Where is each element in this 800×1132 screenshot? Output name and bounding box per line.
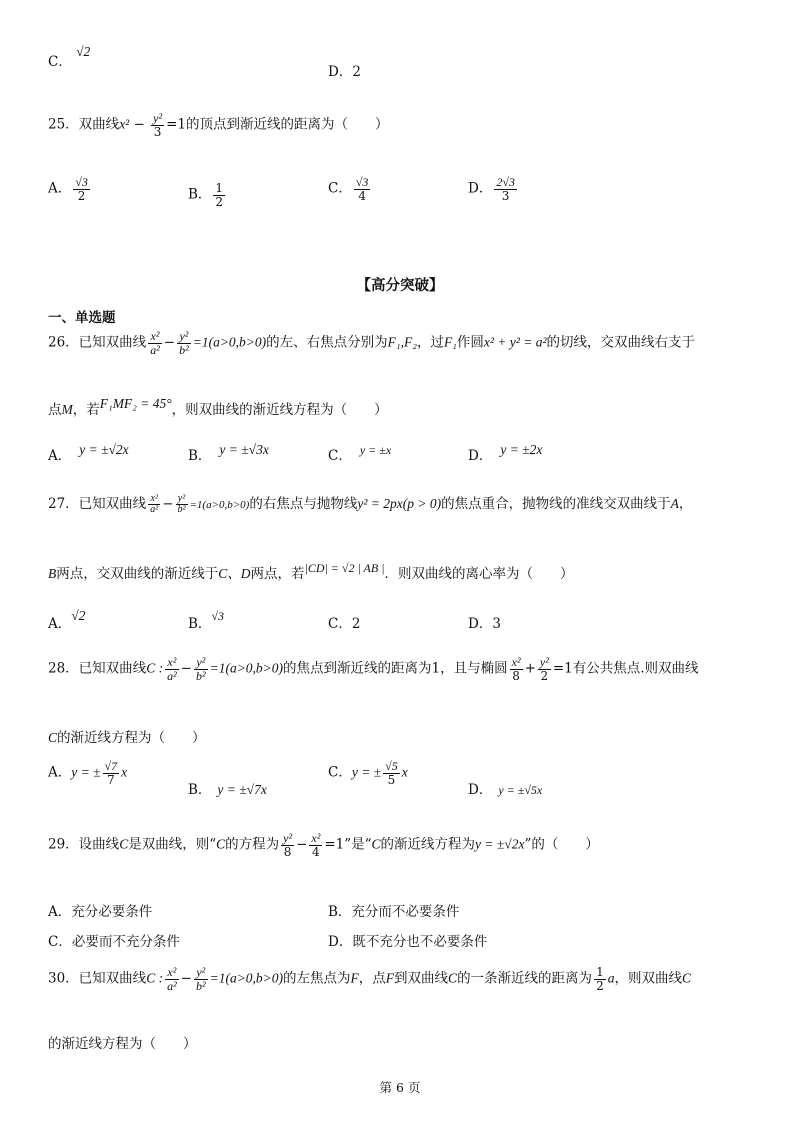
- q26-text-b: 的左、右焦点分别为: [266, 334, 388, 351]
- q30-c3: C: [681, 970, 691, 986]
- q30-a: a: [607, 970, 615, 986]
- q30-c2: C: [448, 970, 458, 986]
- q25-option-b-den: 2: [215, 194, 224, 209]
- q28-text-c: 有公共焦点.则双曲线: [572, 660, 699, 677]
- q30-text-e: 的一条渐近线的距离为: [457, 970, 593, 987]
- q25-number: 25．双曲线: [48, 116, 120, 133]
- q28-option-c-post: x: [401, 764, 408, 780]
- q28-c: C :: [146, 660, 164, 676]
- q25-stem: 25．双曲线x² − $\frac{\text{y²}}{3}$ =1的顶点到渐近线的距离为（ ）: [48, 111, 389, 139]
- q25-option-c: [328, 176, 372, 202]
- q26-x2: x²: [148, 330, 162, 344]
- q26-text-2b: ，若: [72, 402, 100, 418]
- q28-condition: =1(a>0,b>0): [209, 660, 284, 676]
- q26-option-a-label: A．: [48, 448, 72, 464]
- q26-angle: F₁MF₂ = 45°: [99, 396, 172, 411]
- q28-y2: y²: [194, 656, 208, 670]
- q29-asymptote: y = ±√2x: [475, 836, 525, 852]
- q24-option-c-value: √2: [76, 44, 91, 59]
- q25-option-a-num: √3: [75, 175, 88, 189]
- q28-stem-line1: 28．已知双曲线C : $\frac{\text{x²}}{\text{a²}}$ − $\frac{\text{y²}}{\text{b²}}$ =1(a>0,b>0)的焦点到渐近线的距离为1，且与椭圆 $\frac{\text{x²}}{8}$ + $\frac{\text{y²}}{2}$ =1有公共焦点.则双曲线: [48, 655, 699, 683]
- q26-condition: =1(a>0,b>0): [192, 334, 267, 350]
- q28-ellipse-y2: y²: [539, 655, 549, 669]
- q28-option-a-label: A．: [48, 764, 72, 781]
- q27-y2: y²: [176, 494, 188, 506]
- q27-text-2a: 两点，交双曲线的渐近线于: [56, 566, 219, 582]
- q25-option-c-num: √3: [355, 175, 369, 189]
- q29-number: 29．设曲线: [48, 836, 120, 853]
- q26-text-e: 的切线，交双曲线右支于: [546, 334, 695, 351]
- q29-text-b: 是双曲线，则“: [128, 836, 217, 853]
- q27-points-cd: C、D: [218, 566, 251, 581]
- q30-condition: =1(a>0,b>0): [209, 970, 284, 986]
- q27-stem-line2: [48, 562, 574, 582]
- q24-option-c-label: C．: [48, 54, 72, 70]
- q25-option-b-label: B．: [188, 186, 212, 203]
- q29-c3: C: [371, 836, 381, 852]
- q30-half-num: 1: [596, 965, 604, 979]
- q26-point-m: M: [61, 402, 73, 417]
- q25-option-b-num: 1: [215, 181, 224, 195]
- q25-eq-den: 3: [153, 124, 162, 139]
- q25-option-c-label: C．: [328, 180, 352, 197]
- q28-option-d-label: D．: [468, 782, 493, 798]
- q28-stem-line2: [48, 726, 206, 746]
- q25-option-d-num: 2√3: [496, 175, 515, 189]
- q29-y2: y²: [283, 831, 293, 845]
- q27-parabola: y² = 2px(p > 0): [357, 496, 442, 511]
- q27-stem-line1: 27．已知双曲线 $\frac{\text{x²}}{\text{a²}}$ − $\frac{\text{y²}}{\text{b²}}$ =1(a>0,b>0)的右焦点与抛物线y² = 2px(p > 0)的焦点重合，抛物线的准线交双曲线于A，: [48, 492, 693, 515]
- q29-rhs: =1: [324, 836, 345, 853]
- q30-half-den: 2: [596, 978, 604, 993]
- q29-text-f: ”的（ ）: [524, 836, 599, 853]
- q25-option-b: [188, 182, 227, 208]
- q28-option-c: [328, 760, 408, 786]
- q28-option-a-pre: y = ±: [71, 764, 101, 780]
- q25-option-d: [468, 176, 519, 202]
- q30-f: F: [350, 970, 359, 986]
- q27-text-c: 的焦点重合，抛物线的准线交双曲线于: [441, 496, 671, 512]
- q30-text-d: 到双曲线: [394, 970, 449, 987]
- q29-option-c: C．必要而不充分条件: [48, 934, 180, 950]
- page-footer: 第 6 页: [379, 1080, 421, 1095]
- q27-condition: =1(a>0,b>0): [189, 499, 250, 511]
- q25-option-a: [48, 176, 92, 202]
- q25-eq-x2: x²: [119, 116, 130, 132]
- q29-den4: 4: [312, 844, 320, 859]
- q26-text-c: ，过: [416, 334, 444, 351]
- q27-relation: |CD| = √2 | AB |: [304, 561, 385, 575]
- q26-option-d-value: y = ±2x: [500, 442, 543, 457]
- q28-x2: x²: [165, 656, 179, 670]
- q28-option-c-den: 5: [387, 772, 396, 787]
- q28-ellipse-2: 2: [540, 668, 549, 683]
- q30-x2: x²: [165, 966, 179, 980]
- q29-option-a: A．充分必要条件: [48, 904, 153, 920]
- q27-x2: x²: [148, 494, 160, 506]
- q28-text-2: 的渐近线方程为（ ）: [57, 730, 206, 746]
- q28-option-b-value: y = ±√7x: [217, 782, 267, 797]
- q26-number: 26．已知双曲线: [48, 334, 147, 351]
- q27-text-b: 的右焦点与抛物线: [249, 496, 358, 512]
- q27-option-a-label: A．: [48, 616, 72, 632]
- q26-foci: F₁,F₂: [387, 334, 417, 350]
- q27-option-b: [188, 609, 225, 632]
- q24-option-c: [48, 44, 91, 70]
- q27-option-b-value: √3: [211, 609, 225, 623]
- q25-option-d-den: 3: [501, 188, 510, 203]
- q25-tail: 的顶点到渐近线的距离为（ ）: [185, 116, 389, 133]
- q26-option-a: [48, 444, 129, 464]
- q29-den8: 8: [283, 844, 292, 859]
- q24-option-d: D．2: [328, 64, 361, 80]
- q28-option-b: [188, 778, 267, 798]
- q26-option-b-label: B．: [188, 448, 212, 464]
- q27-text-2b: 两点，若: [250, 566, 305, 582]
- q26-option-d: [468, 444, 542, 464]
- q27-point-a: A: [670, 496, 679, 511]
- q25-eq-num: y²: [153, 111, 163, 125]
- q28-option-c-num: √5: [385, 759, 398, 773]
- q28-option-a-den: 7: [106, 772, 115, 787]
- q29-x2: x²: [311, 831, 321, 845]
- q30-a2: a²: [167, 978, 177, 993]
- q28-ellipse-x2: x²: [511, 655, 521, 669]
- q29-text-c: 的方程为: [225, 836, 280, 853]
- q26-y2: y²: [177, 330, 191, 344]
- q30-text-f: ，则双曲线: [614, 970, 682, 987]
- q29-option-b: B．充分而不必要条件: [328, 904, 460, 920]
- q28-number: 28．已知双曲线: [48, 660, 147, 677]
- q25-eq-rhs: =1: [166, 116, 186, 133]
- q25-option-a-den: 2: [77, 188, 86, 203]
- q28-text-b: 的焦点到渐近线的距离为1，且与椭圆: [283, 660, 508, 677]
- q26-b2: b²: [179, 342, 189, 357]
- q30-f2: F: [385, 970, 395, 986]
- q26-option-c-label: C．: [328, 448, 352, 464]
- q29-c: C: [119, 836, 129, 852]
- q28-option-c-pre: y = ±: [351, 764, 382, 780]
- q26-option-c: [328, 444, 391, 464]
- q28-ellipse-rhs: =1: [552, 660, 573, 677]
- q25-option-d-label: D．: [468, 180, 493, 197]
- q28-ellipse-8: 8: [512, 668, 520, 683]
- q26-text-2c: ，则双曲线的渐近线方程为（ ）: [171, 402, 388, 418]
- q27-point-b: B: [48, 566, 57, 581]
- q30-text-c: ，点: [358, 970, 386, 987]
- q30-text-b: 的左焦点为: [283, 970, 351, 987]
- q30-stem-line1: 30．已知双曲线C : $\frac{\text{x²}}{\text{a²}}$ − $\frac{\text{y²}}{\text{b²}}$ =1(a>0,b>0)的左焦点为F，点F到双曲线C的一条渐近线的距离为 $\frac{1}{2}$ a，则双曲线C: [48, 965, 691, 993]
- q29-text-e: 的渐近线方程为: [380, 836, 476, 853]
- q27-text-2c: ．则双曲线的离心率为（ ）: [384, 566, 574, 582]
- q30-number: 30．已知双曲线: [48, 970, 147, 987]
- q29-text-d: ”是“: [344, 836, 372, 853]
- q29-stem: 29．设曲线C是双曲线，则“C的方程为 $\frac{\text{y²}}{8}$ − $\frac{\text{x²}}{4}$ =1”是“C的渐近线方程为y = ±√2x”的（ ）: [48, 831, 599, 859]
- q27-option-c: C．2: [328, 616, 361, 632]
- q26-option-b-value: y = ±√3x: [219, 442, 269, 457]
- q30-b2: b²: [195, 978, 206, 993]
- q27-option-a: [48, 608, 86, 632]
- q26-stem-line2: [48, 398, 388, 418]
- q28-option-d: [468, 778, 542, 798]
- q27-option-b-label: B．: [188, 616, 212, 632]
- q30-stem-line2: 的渐近线方程为（ ）: [48, 1036, 197, 1052]
- q28-option-a: [48, 760, 127, 786]
- q26-option-d-label: D．: [468, 448, 493, 464]
- q30-y2: y²: [194, 966, 208, 980]
- q26-option-a-value: y = ±√2x: [79, 442, 129, 457]
- q28-c2: C: [48, 730, 58, 745]
- q29-c2: C: [216, 836, 226, 852]
- q25-eq-fraction: [151, 112, 164, 138]
- q25-option-a-label: A．: [48, 180, 72, 197]
- q26-option-c-value: y = ±x: [359, 443, 392, 457]
- q26-option-b: [188, 444, 269, 464]
- q28-a2: a²: [167, 668, 177, 683]
- q26-stem-line1: 26．已知双曲线 $\frac{\text{x²}}{\text{a²}}$ − $\frac{\text{y²}}{\text{b²}}$ =1(a>0,b>0)的左、右焦点分别为F₁,F₂，过F₁作圆x² + y² = a²的切线，交双曲线右支于: [48, 329, 695, 357]
- q28-option-d-value: y = ±√5x: [498, 783, 543, 797]
- q27-option-a-value: √2: [71, 608, 86, 623]
- q29-option-d: D．既不充分也不必要条件: [328, 934, 488, 950]
- q26-text-2a: 点: [48, 402, 62, 418]
- q26-f1: F₁: [443, 334, 457, 350]
- q30-c: C :: [146, 970, 164, 986]
- section-title: 【高分突破】: [356, 277, 444, 294]
- q27-b2: b²: [177, 504, 186, 515]
- q28-option-b-label: B．: [188, 782, 212, 798]
- subsection-title: 一、单选题: [48, 310, 116, 326]
- q28-option-c-label: C．: [328, 764, 352, 781]
- q25-option-c-den: 4: [358, 188, 366, 203]
- q28-option-a-num: √7: [104, 759, 118, 773]
- q28-b2: b²: [195, 668, 206, 683]
- q28-option-a-post: x: [121, 764, 128, 780]
- q27-option-d: D．3: [468, 616, 501, 632]
- q26-circle: x² + y² = a²: [483, 334, 547, 350]
- q27-a2: a²: [150, 504, 159, 515]
- q27-number: 27．已知双曲线: [48, 496, 147, 512]
- q26-text-d: 作圆: [456, 334, 484, 351]
- q26-a2: a²: [150, 342, 160, 357]
